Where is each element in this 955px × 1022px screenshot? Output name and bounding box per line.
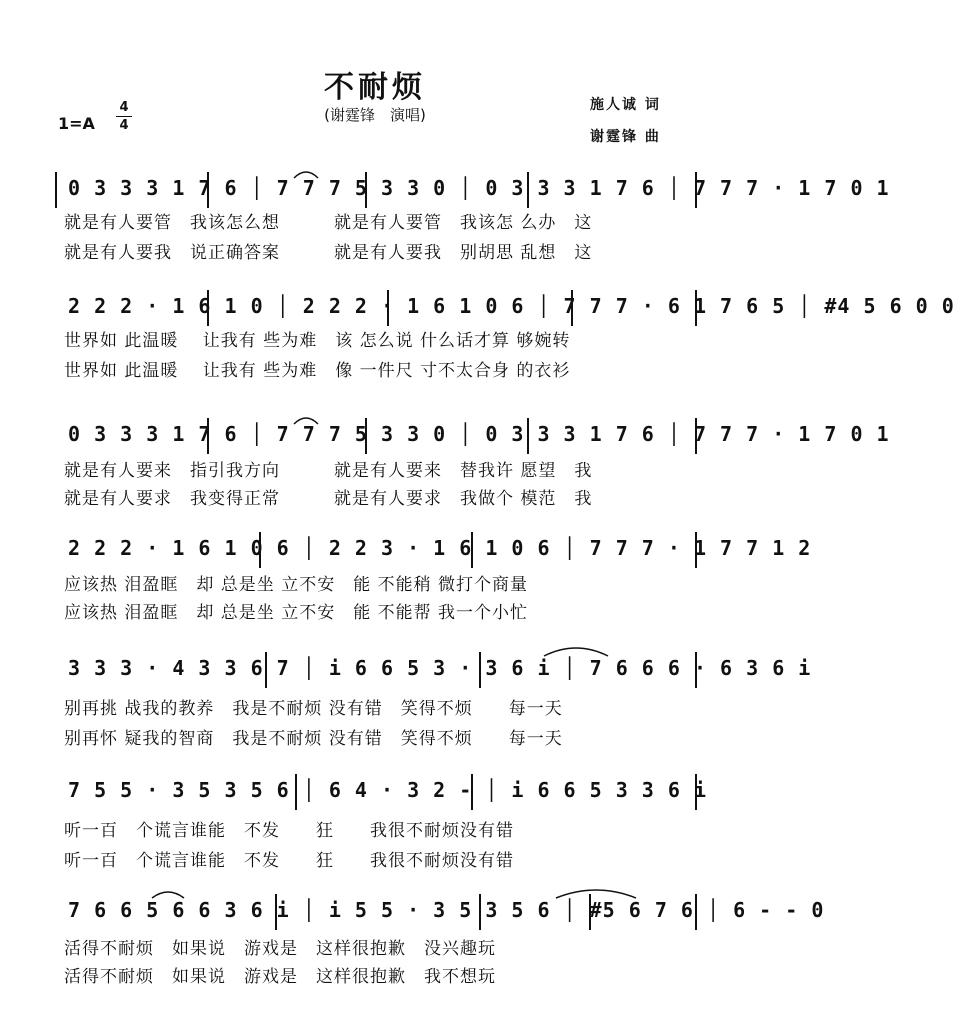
staff-row-5 <box>56 648 812 694</box>
lyric-row-4-verse-1: 应该热 泪盈眶 却 总是坐 立不安 能 不能稍 微打个商量 <box>64 575 529 595</box>
staff-row-3 <box>56 414 890 460</box>
song-title: 不耐烦 <box>324 70 426 105</box>
key-signature: 1=A <box>58 114 95 133</box>
notation-row-1: 0 3 3 3 1 7 6 │ 7 7 7 5 3 3 0 │ 0 3 3 3 1 7 6 │ 7 7 7 · 1 7 0 1 <box>68 176 890 200</box>
notation-row-4: 2 2 2 · 1 6 1 0 6 │ 2 2 3 · 1 6 1 0 6 │ 7 7 7 · 1 7 7 1 2 <box>68 536 812 560</box>
lyric-row-2-verse-2: 世界如 此温暖 让我有 些为难 像 一件尺 寸不太合身 的衣衫 <box>64 361 571 381</box>
lyric-row-3-verse-2: 就是有人要求 我变得正常 就是有人要求 我做个 模范 我 <box>64 489 593 509</box>
lyric-row-1-verse-2: 就是有人要我 说正确答案 就是有人要我 别胡思 乱想 这 <box>64 243 593 263</box>
notation-row-5: 3 3 3 · 4 3 3 6 7 │ i 6 6 5 3 · 3 6 i │ 7 6 6 6 · 6 3 6 i <box>68 656 812 680</box>
song-subtitle: (谢霆锋 演唱) <box>324 106 426 124</box>
lyric-row-7-verse-2: 活得不耐烦 如果说 游戏是 这样很抱歉 我不想玩 <box>64 967 496 987</box>
composer-credit: 谢霆锋 曲 <box>590 129 661 145</box>
lyric-row-7-verse-1: 活得不耐烦 如果说 游戏是 这样很抱歉 没兴趣玩 <box>64 939 496 959</box>
staff-row-7 <box>56 890 825 936</box>
notation-row-6: 7 5 5 · 3 5 3 5 6 │ 6 4 · 3 2 - │ i 6 6 5 3 3 6 i <box>68 778 708 802</box>
lyric-row-5-verse-2: 别再怀 疑我的智商 我是不耐烦 没有错 笑得不烦 每一天 <box>64 729 563 749</box>
staff-row-4 <box>56 528 812 574</box>
time-signature <box>116 100 132 133</box>
lyric-row-3-verse-1: 就是有人要来 指引我方向 就是有人要来 替我许 愿望 我 <box>64 461 593 481</box>
notation-row-2: 2 2 2 · 1 6 1 0 │ 2 2 2 · 1 6 1 0 6 │ 7 7 7 · 6 1 7 6 5 │ #4 5 6 0 0 <box>68 294 955 318</box>
lyric-row-5-verse-1: 别再挑 战我的教养 我是不耐烦 没有错 笑得不烦 每一天 <box>64 699 563 719</box>
lyric-row-6-verse-1: 听一百 个谎言谁能 不发 狂 我很不耐烦没有错 <box>64 821 514 841</box>
lyric-row-6-verse-2: 听一百 个谎言谁能 不发 狂 我很不耐烦没有错 <box>64 851 514 871</box>
notation-row-7: 7 6 6 5 6 6 3 6 i │ i 5 5 · 3 5 3 5 6 │ #5 6 7 6 │ 6 - - 0 <box>68 898 825 922</box>
notation-row-3: 0 3 3 3 1 7 6 │ 7 7 7 5 3 3 0 │ 0 3 3 3 1 7 6 │ 7 7 7 · 1 7 0 1 <box>68 422 890 446</box>
lyric-row-4-verse-2: 应该热 泪盈眶 却 总是坐 立不安 能 不能帮 我一个小忙 <box>64 603 529 623</box>
lyric-row-1-verse-1: 就是有人要管 我该怎么想 就是有人要管 我该怎 么办 这 <box>64 213 593 233</box>
lyricist-credit: 施人诚 词 <box>590 97 661 113</box>
time-signature-top: 4 <box>119 100 129 115</box>
staff-row-6 <box>56 770 706 816</box>
time-signature-bottom: 4 <box>119 118 129 133</box>
lyric-row-2-verse-1: 世界如 此温暖 让我有 些为难 该 怎么说 什么话才算 够婉转 <box>64 331 571 351</box>
